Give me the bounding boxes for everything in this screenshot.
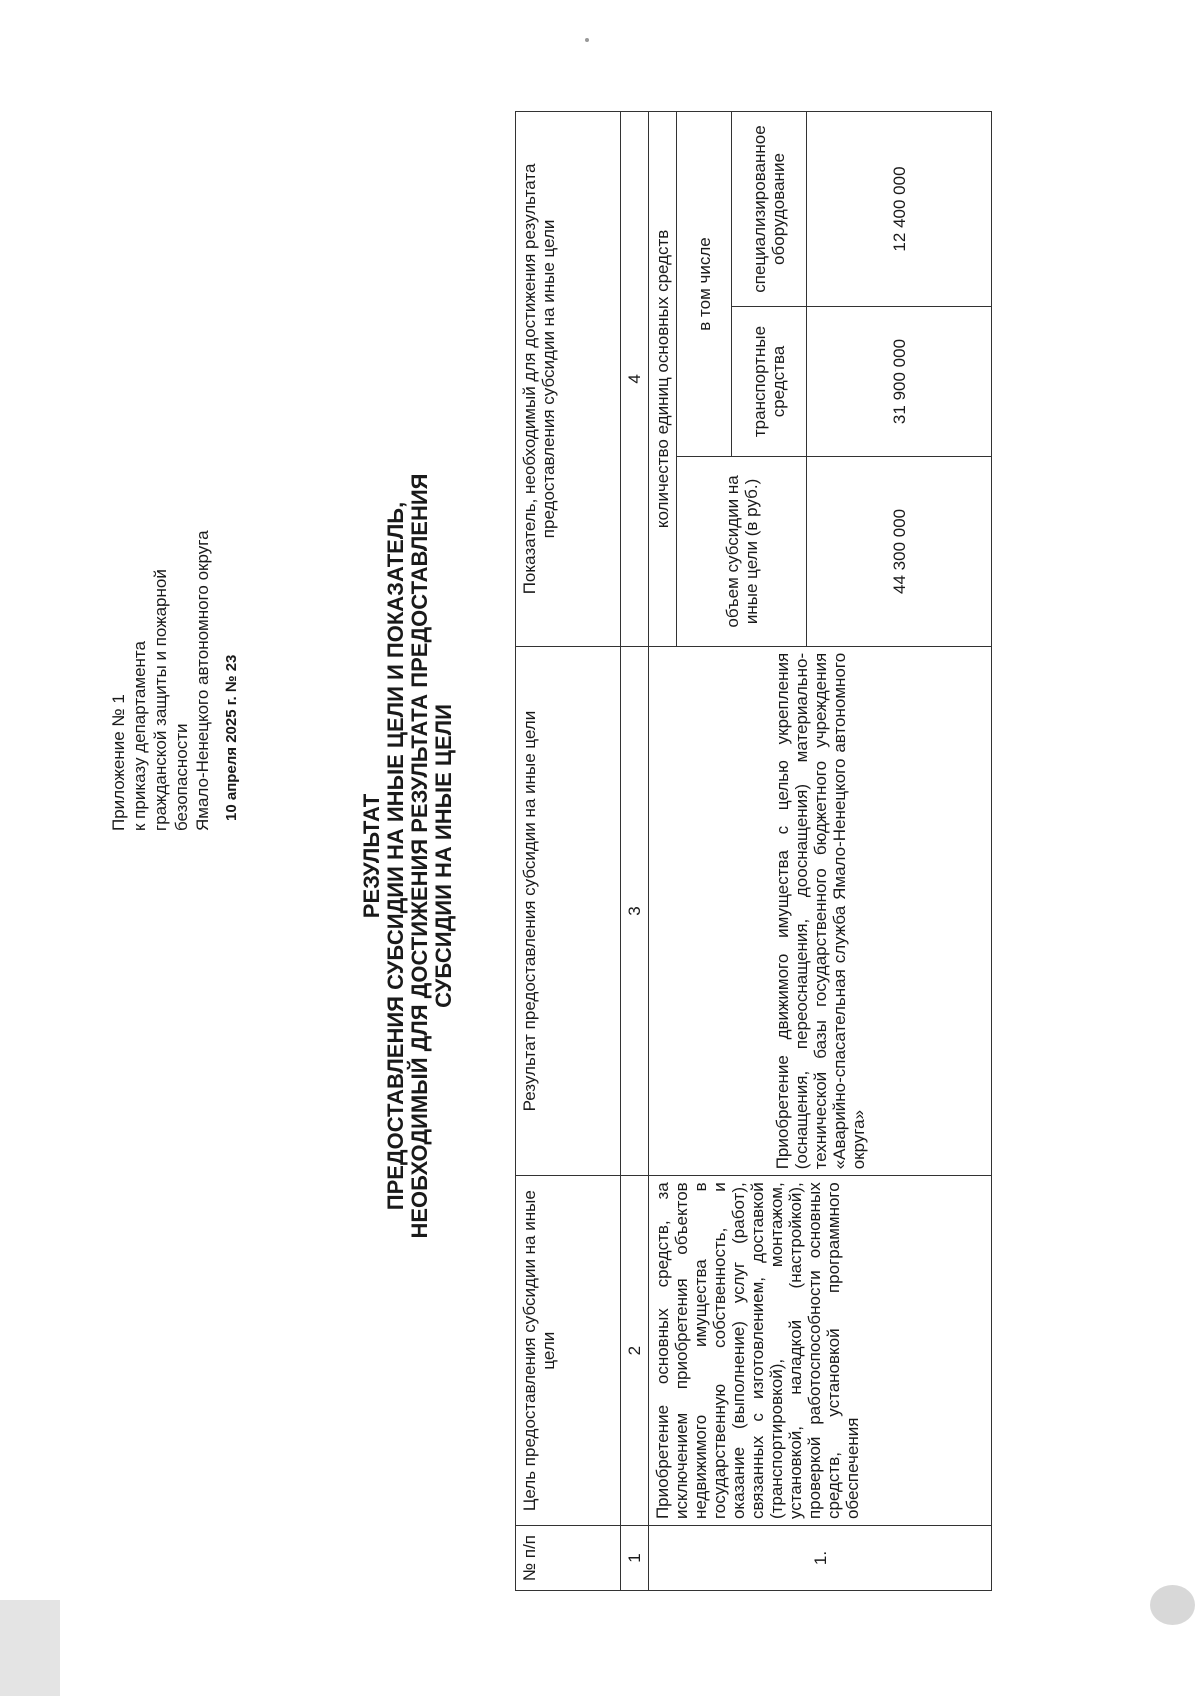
row-result: Приобретение движимого имущества с целью укрепления (оснащения, переоснащения, дооснащения) материально-технической базы государственного бюджетного учреждения «Аварийно-спасательная служба Ямало-Ненецкого автономного округа» [649, 646, 992, 1175]
including-header: в том числе [677, 112, 732, 457]
title-line: НЕОБХОДИМЫЙ ДЛЯ ДОСТИЖЕНИЯ РЕЗУЛЬТАТА ПРЕДОСТАВЛЕНИЯ [407, 473, 432, 1239]
appendix-line: к приказу департамента [130, 641, 149, 831]
results-table [515, 111, 992, 1591]
row-goal: Приобретение основных средств, за исключением приобретения объектов недвижимого имущества в государственную собственность, и оказание (выполнение) услуг (работ), связанных с изготовлением, доставкой (транспортировкой), монтажом, установкой, наладкой (настройкой), проверкой работоспособности основных средств, установкой программного обеспечения [649, 1176, 992, 1526]
volume-header: объем субсидии на иные цели (в руб.) [677, 456, 807, 646]
header-indicator: Показатель, необходимый для достижения результата предоставления субсидии на иные цели [516, 112, 621, 647]
table-header-row [516, 112, 621, 1591]
appendix-line: Ямало-Ненецкого автономного округа [193, 530, 212, 831]
appendix-line: гражданской защиты и пожарной [151, 569, 170, 831]
appendix-line: Приложение № 1 [109, 694, 128, 831]
col-number: 3 [621, 646, 649, 1175]
col-number: 4 [621, 112, 649, 647]
vehicles-value: 31 900 000 [807, 307, 992, 457]
col-number: 1 [621, 1526, 649, 1591]
appendix-date: 10 апреля 2025 г. № 23 [223, 654, 240, 821]
title-line: ПРЕДОСТАВЛЕНИЯ СУБСИДИИ НА ИНЫЕ ЦЕЛИ И ПОКАЗАТЕЛЬ, [383, 501, 408, 1211]
row-num: 1. [649, 1526, 992, 1591]
appendix-line: безопасности [172, 723, 191, 831]
title-line: РЕЗУЛЬТАТ [359, 793, 384, 919]
col-number: 2 [621, 1176, 649, 1526]
header-num: № п/п [516, 1526, 621, 1591]
equipment-value: 12 400 000 [807, 112, 992, 307]
title-line: СУБСИДИИ НА ИНЫЕ ЦЕЛИ [431, 704, 456, 1008]
column-number-row [621, 112, 649, 1591]
equipment-header: специализированное оборудование [732, 112, 807, 307]
header-result: Результат предоставления субсидии на иные цели [516, 646, 621, 1175]
vehicles-header: транспортные средства [732, 307, 807, 457]
appendix-block [108, 311, 242, 831]
document-title [360, 156, 456, 1556]
header-goal: Цель предоставления субсидии на иные цели [516, 1176, 621, 1526]
table-row [649, 112, 677, 1591]
indicator-sub: количество единиц основных средств [649, 112, 677, 647]
volume-value: 44 300 000 [807, 456, 992, 646]
